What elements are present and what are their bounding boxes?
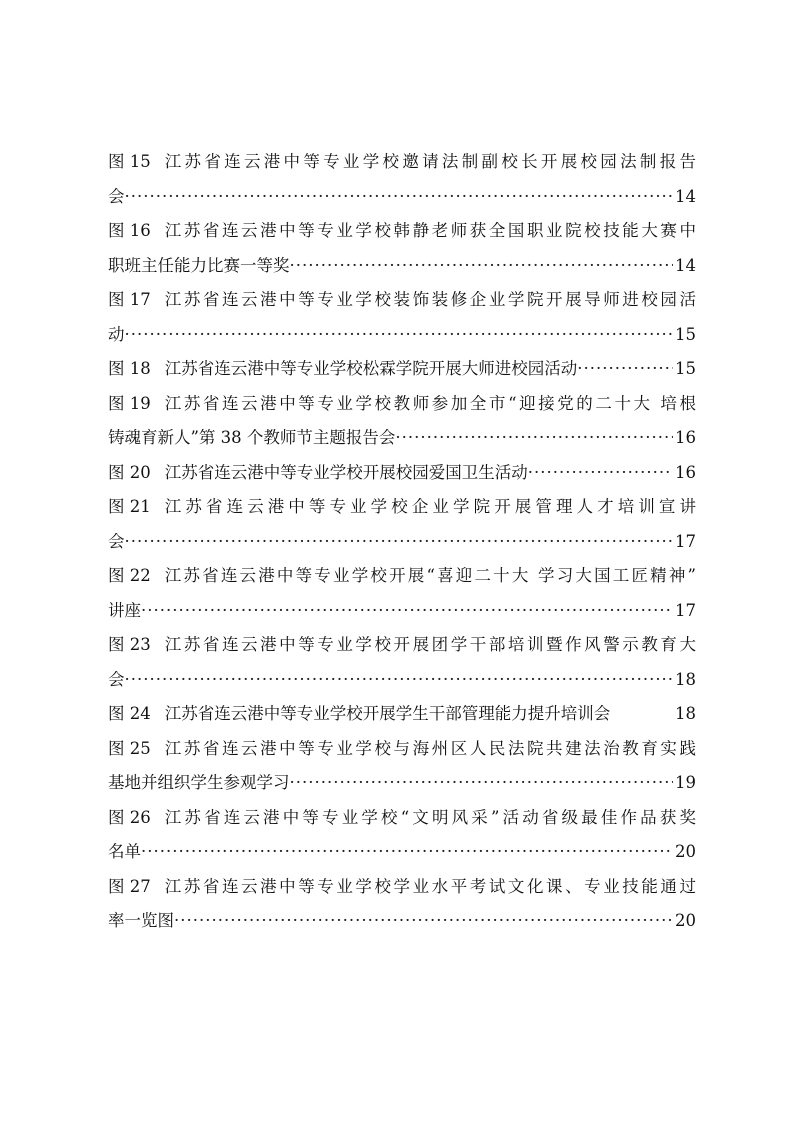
dot-leader [125,180,674,215]
toc-entry[interactable] [108,456,696,491]
figure-title: 江苏省连云港中等专业学校邀请法制副校长开展校园法制报告 [164,152,696,171]
page-number: 16 [675,428,696,447]
figure-title: 江苏省连云港中等专业学校松霖学院开展大师进校园活动 [164,359,578,378]
dot-leader [125,318,674,353]
figure-title: 江苏省连云港中等专业学校韩静老师获全国职业院校技能大赛中 [164,221,696,240]
page-number: 19 [675,773,696,792]
figure-label: 图 20 [108,462,151,482]
dot-leader [290,249,674,284]
figure-label: 图 24 [108,704,151,723]
page-number: 17 [675,531,696,551]
page-number: 14 [675,186,696,206]
page-number: 18 [675,704,696,723]
figure-label: 图 19 [108,393,151,413]
figure-title-continued: 率一览图 [108,911,174,930]
page-number: 20 [675,911,696,930]
figure-label: 图 27 [108,876,151,896]
toc-entry[interactable] [108,732,696,801]
page-number: 20 [675,842,696,861]
page-number: 16 [675,462,696,482]
figure-label: 图 22 [108,566,151,585]
figure-title-continued: 讲座 [108,600,141,620]
dot-leader [290,766,674,801]
figure-title: 江苏省连云港中等专业学校装饰装修企业学院开展导师进校园活 [164,290,696,309]
figure-label: 图 18 [108,359,151,378]
dot-leader [395,421,673,456]
figure-title-continued: 会 [108,186,125,206]
figure-title: 江苏省连云港中等专业学校教师参加全市“迎接党的二十大 培根 [164,393,696,413]
toc-entry[interactable] [108,490,696,559]
figure-label: 图 16 [108,221,151,240]
figure-label: 图 15 [108,152,151,171]
page-number: 17 [675,600,696,620]
figure-title-continued: 铸魂育新人”第 38 个教师节主题报告会 [108,428,396,447]
figure-title-continued: 会 [108,669,125,689]
page-number: 18 [675,669,696,689]
dot-leader [174,904,673,939]
toc-entry[interactable] [108,387,696,456]
dot-leader [125,663,674,698]
figure-title: 江苏省连云港中等专业学校企业学院开展管理人才培训宣讲 [164,497,696,516]
dot-leader [141,594,673,629]
figure-title-continued: 动 [108,324,125,344]
figure-label: 图 26 [108,807,151,827]
figure-title: 江苏省连云港中等专业学校学业水平考试文化课、专业技能通过 [164,876,696,896]
figure-label: 图 17 [108,290,151,309]
figure-label: 图 23 [108,635,151,654]
toc-entry[interactable] [108,870,696,939]
figure-title: 江苏省连云港中等专业学校开展学生干部管理能力提升培训会 [164,704,611,723]
toc-entry[interactable] [108,145,696,214]
table-of-figures [108,145,696,939]
figure-title: 江苏省连云港中等专业学校开展校园爱国卫生活动 [164,462,528,482]
toc-entry[interactable] [108,628,696,697]
figure-label: 图 25 [108,738,151,758]
dot-leader [528,456,673,491]
figure-title: 江苏省连云港中等专业学校开展团学干部培训暨作风警示教育大 [164,635,696,654]
figure-title-continued: 会 [108,531,125,551]
page-number: 15 [675,359,696,378]
toc-entry[interactable] [108,559,696,628]
page-number: 14 [675,255,696,275]
toc-entry[interactable] [108,214,696,283]
figure-title: 江苏省连云港中等专业学校与海州区人民法院共建法治教育实践 [164,738,696,758]
toc-entry[interactable] [108,283,696,352]
dot-leader [125,525,674,560]
figure-title: 江苏省连云港中等专业学校“文明风采”活动省级最佳作品获奖 [164,807,696,827]
toc-entry[interactable] [108,801,696,870]
figure-title-continued: 职班主任能力比赛一等奖 [108,255,290,275]
page-number: 15 [675,324,696,344]
figure-title-continued: 基地并组织学生参观学习 [108,773,290,792]
dot-leader [577,352,673,387]
toc-entry[interactable] [108,352,696,387]
figure-label: 图 21 [108,497,151,516]
toc-entry[interactable] [108,697,696,732]
figure-title-continued: 名单 [108,842,141,861]
figure-title: 江苏省连云港中等专业学校开展“喜迎二十大 学习大国工匠精神” [164,566,696,585]
dot-leader [141,835,673,870]
